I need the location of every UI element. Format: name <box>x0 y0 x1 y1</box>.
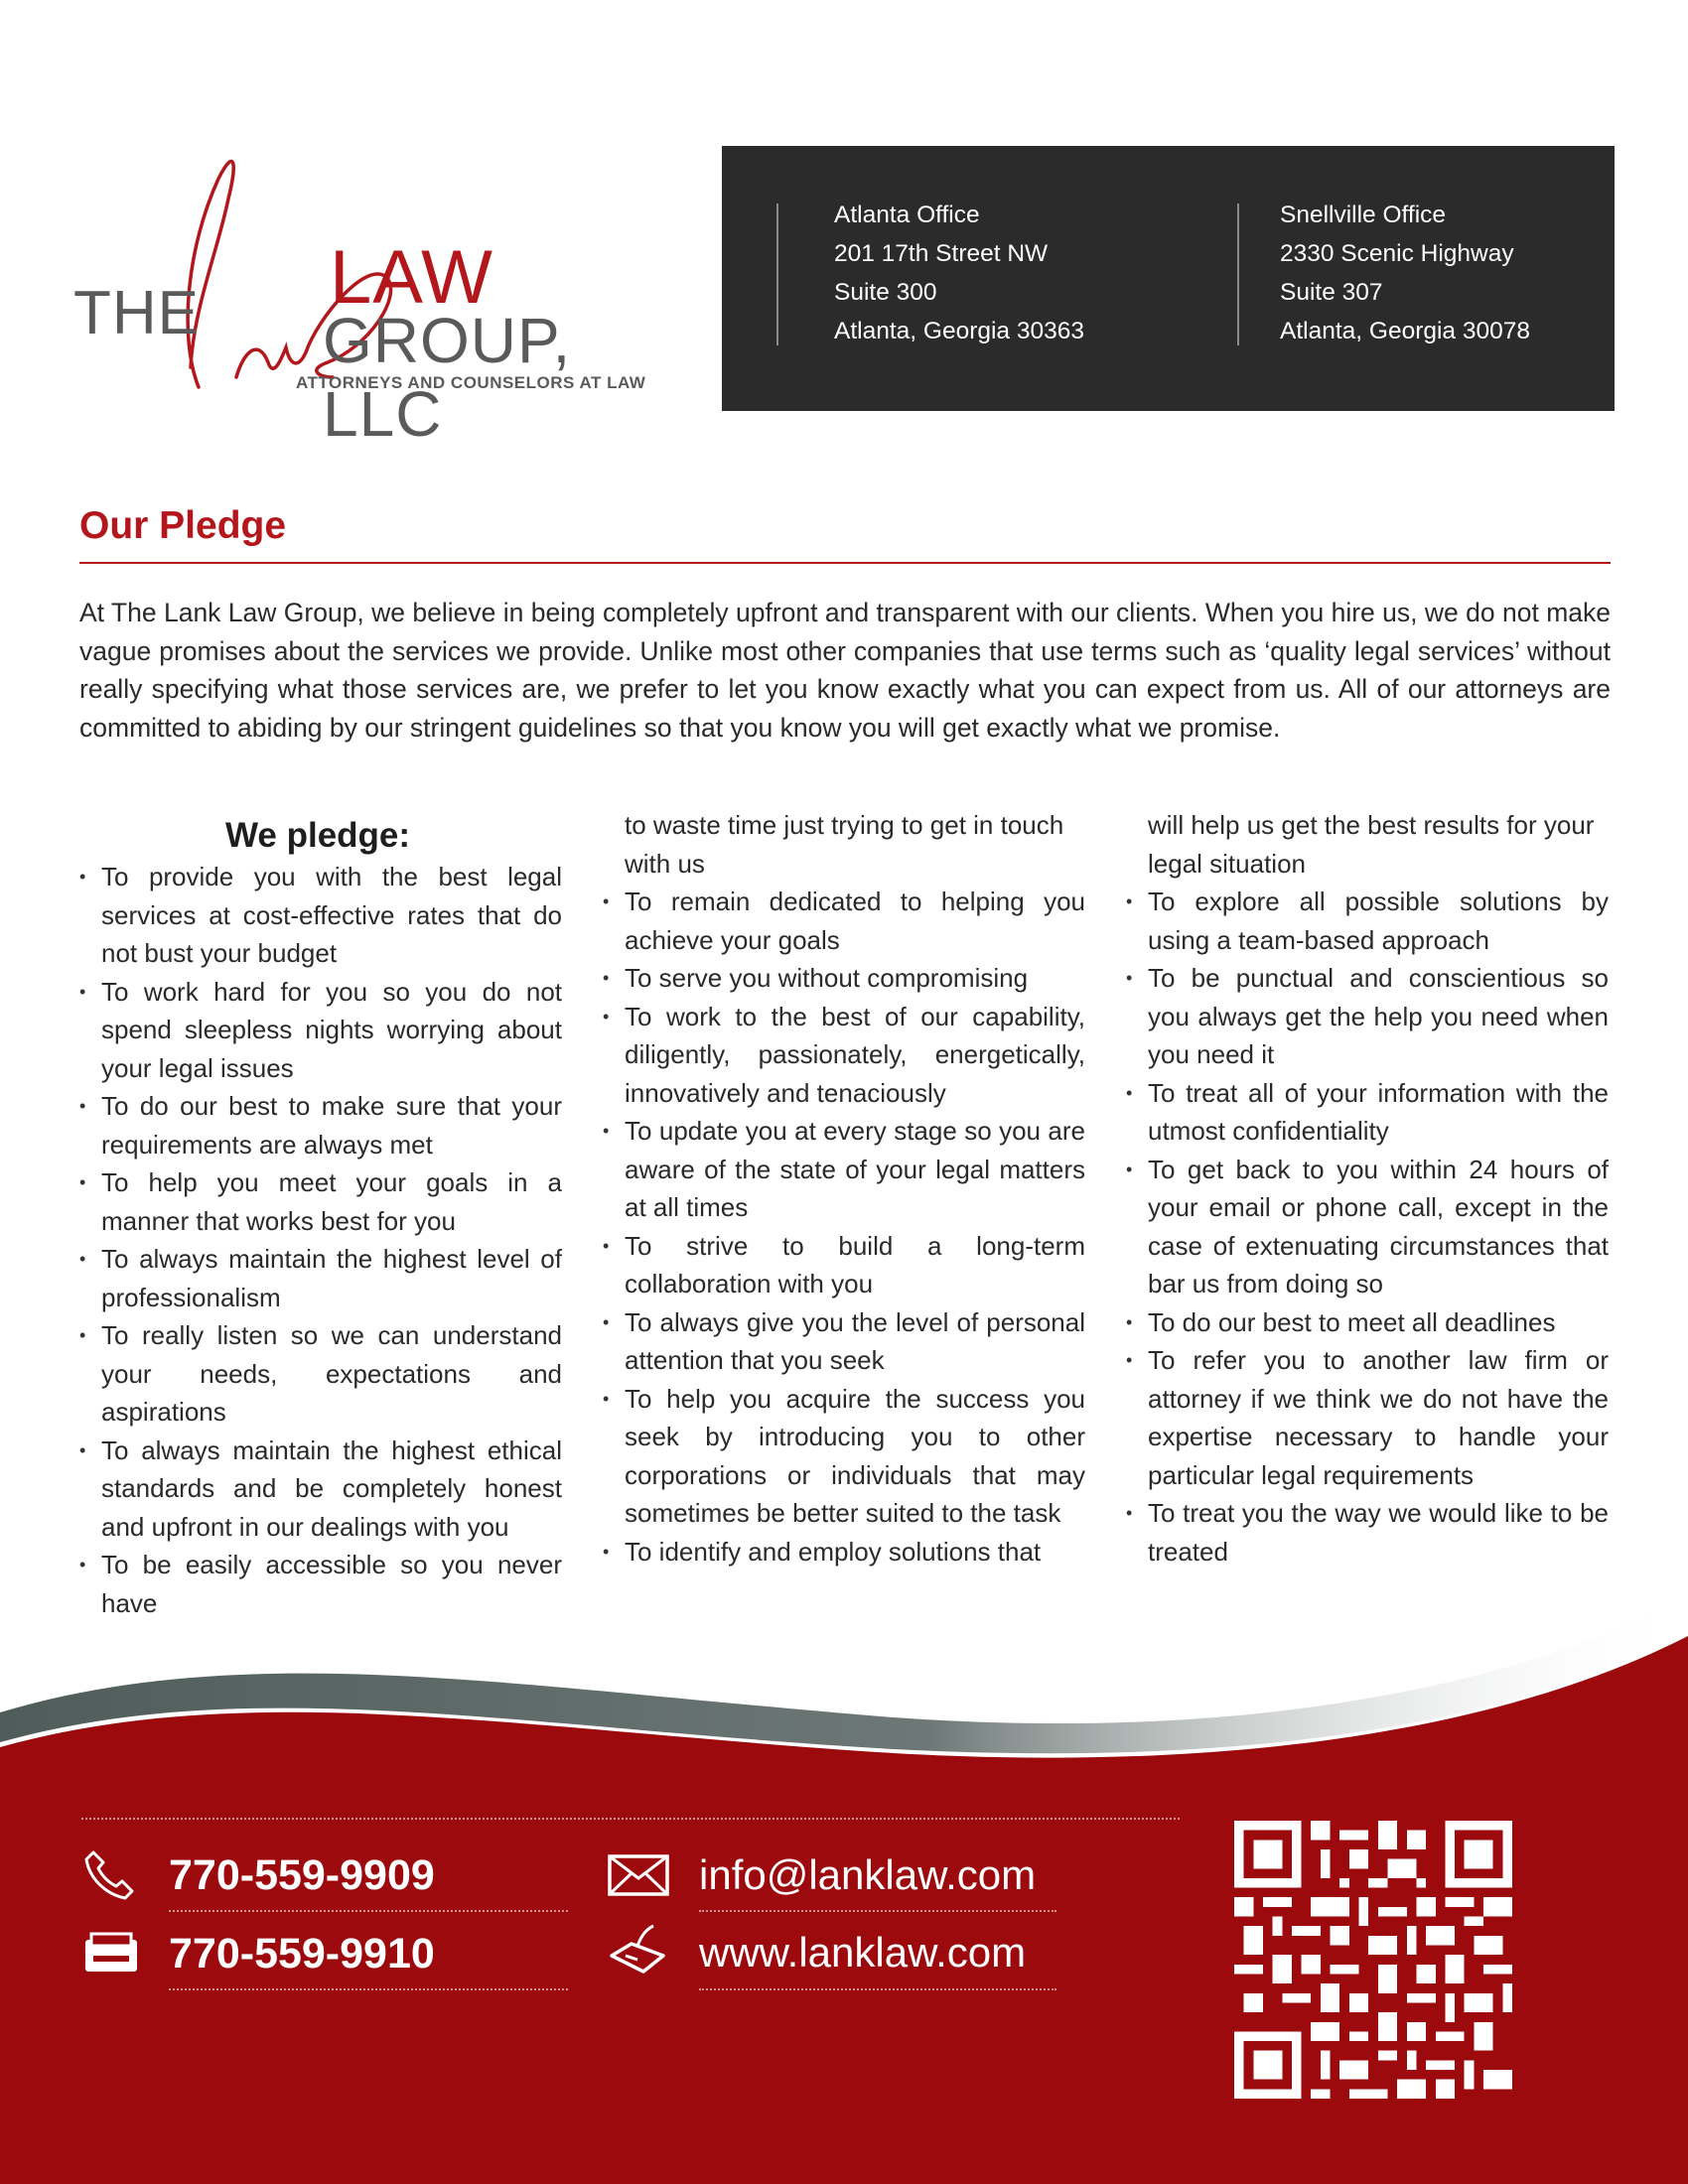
firm-logo <box>70 139 665 450</box>
footer-top-divider <box>81 1818 1180 1820</box>
pledge-item-continuation: to waste time just trying to get in touch with us <box>625 810 1064 879</box>
office-name: Atlanta Office <box>834 202 980 228</box>
logo-tagline: ATTORNEYS AND COUNSELORS AT LAW <box>296 373 646 392</box>
pledge-item-continuation: will help us get the best results for your legal situation <box>1148 810 1595 879</box>
pledge-item: • To treat all of your information with the utmost confidentiality <box>1126 1074 1609 1151</box>
divider <box>169 1988 568 1990</box>
pledge-item: • To identify and employ solutions that <box>603 1533 1085 1571</box>
pledge-item: • To work hard for you so you do not spend sleepless nights worrying about your legal issues <box>79 973 562 1088</box>
email-address[interactable]: info@lanklaw.com <box>699 1851 1037 1898</box>
office-city: Atlanta, Georgia 30078 <box>1280 318 1530 344</box>
divider <box>169 1910 568 1912</box>
divider <box>1237 204 1239 345</box>
snellville-office-address <box>1280 196 1530 350</box>
pledge-item: • To work to the best of our capability, diligently, passionately, energetically, innovatively and tenaciously <box>603 998 1085 1113</box>
office-city: Atlanta, Georgia 30363 <box>834 318 1084 344</box>
pledge-item: • To do our best to make sure that your requirements are always met <box>79 1087 562 1163</box>
office-street: 201 17th Street NW <box>834 240 1049 267</box>
phone-icon <box>83 1848 135 1900</box>
pledge-item: • To explore all possible solutions by using a team-based approach <box>1126 883 1609 959</box>
pledge-item: • To really listen so we can understand your needs, expectations and aspirations <box>79 1316 562 1432</box>
pledge-item: • To strive to build a long-term collaboration with you <box>603 1227 1085 1303</box>
divider <box>699 1910 1056 1912</box>
website-url[interactable]: www.lanklaw.com <box>699 1929 1027 1976</box>
pledge-item: • To remain dedicated to helping you achieve your goals <box>603 883 1085 959</box>
pledge-item: • To provide you with the best legal services at cost-effective rates that do not bust your budget <box>79 858 562 973</box>
mouse-pointer-icon <box>608 1920 669 1976</box>
fax-number[interactable]: 770-559-9910 <box>169 1930 435 1978</box>
pledge-column-3 <box>1126 806 1609 1570</box>
section-title: Our Pledge <box>79 504 287 547</box>
pledge-item: • To do our best to meet all deadlines <box>1126 1303 1609 1342</box>
office-suite: Suite 307 <box>1280 279 1383 306</box>
office-address-box <box>722 146 1615 411</box>
logo-law: LAW <box>330 235 493 320</box>
pledge-item: • To treat you the way we would like to be treated <box>1126 1494 1609 1570</box>
office-suite: Suite 300 <box>834 279 937 306</box>
pledge-column-2 <box>603 806 1085 1570</box>
pledge-item: • To always give you the level of personal attention that you seek <box>603 1303 1085 1380</box>
qr-code[interactable] <box>1234 1821 1512 2099</box>
pledge-item: • To get back to you within 24 hours of your email or phone call, except in the case of extenuating circumstances that bar us from doing so <box>1126 1151 1609 1303</box>
office-street: 2330 Scenic Highway <box>1280 240 1514 267</box>
phone-number[interactable]: 770-559-9909 <box>169 1851 435 1899</box>
pledge-item: • To help you meet your goals in a manner that works best for you <box>79 1163 562 1240</box>
pledge-item: • To refer you to another law firm or attorney if we think we do not have the expertise necessary to handle your particular legal requirements <box>1126 1341 1609 1494</box>
pledge-item: • To serve you without compromising <box>603 959 1085 998</box>
divider <box>699 1988 1056 1990</box>
pledge-item: • To be punctual and conscientious so you always get the help you need when you need it <box>1126 959 1609 1074</box>
atlanta-office-address <box>834 196 1084 350</box>
title-rule <box>79 562 1611 564</box>
pledge-item: • To be easily accessible so you never have <box>79 1546 562 1622</box>
intro-paragraph: At The Lank Law Group, we believe in being completely upfront and transparent with our clients. When you hire us, we do not make vague promises about the services we provide. Unlike most other companies that use terms such as ‘quality legal services’ without really specifying what those services are, we prefer to let you know exactly what you can expect from us. All of our attorneys are committed to abiding by our stringent guidelines so that you know you will get exactly what we promise. <box>79 598 1611 743</box>
pledge-item: • To always maintain the highest level of professionalism <box>79 1240 562 1316</box>
logo-the: THE <box>73 279 200 347</box>
fax-icon <box>83 1932 139 1974</box>
pledge-heading: We pledge: <box>225 816 411 855</box>
pledge-item: • To help you acquire the success you seek by introducing you to other corporations or individuals that may sometimes be better suited to the task <box>603 1380 1085 1533</box>
divider <box>776 204 778 345</box>
pledge-item: • To update you at every stage so you are aware of the state of your legal matters at all times <box>603 1112 1085 1227</box>
logo-group: GROUP, LLC <box>323 305 572 450</box>
pledge-item: • To always maintain the highest ethical standards and be completely honest and upfront in our dealings with you <box>79 1432 562 1547</box>
office-name: Snellville Office <box>1280 202 1447 228</box>
envelope-icon <box>608 1854 669 1896</box>
pledge-column-1 <box>79 814 562 1622</box>
